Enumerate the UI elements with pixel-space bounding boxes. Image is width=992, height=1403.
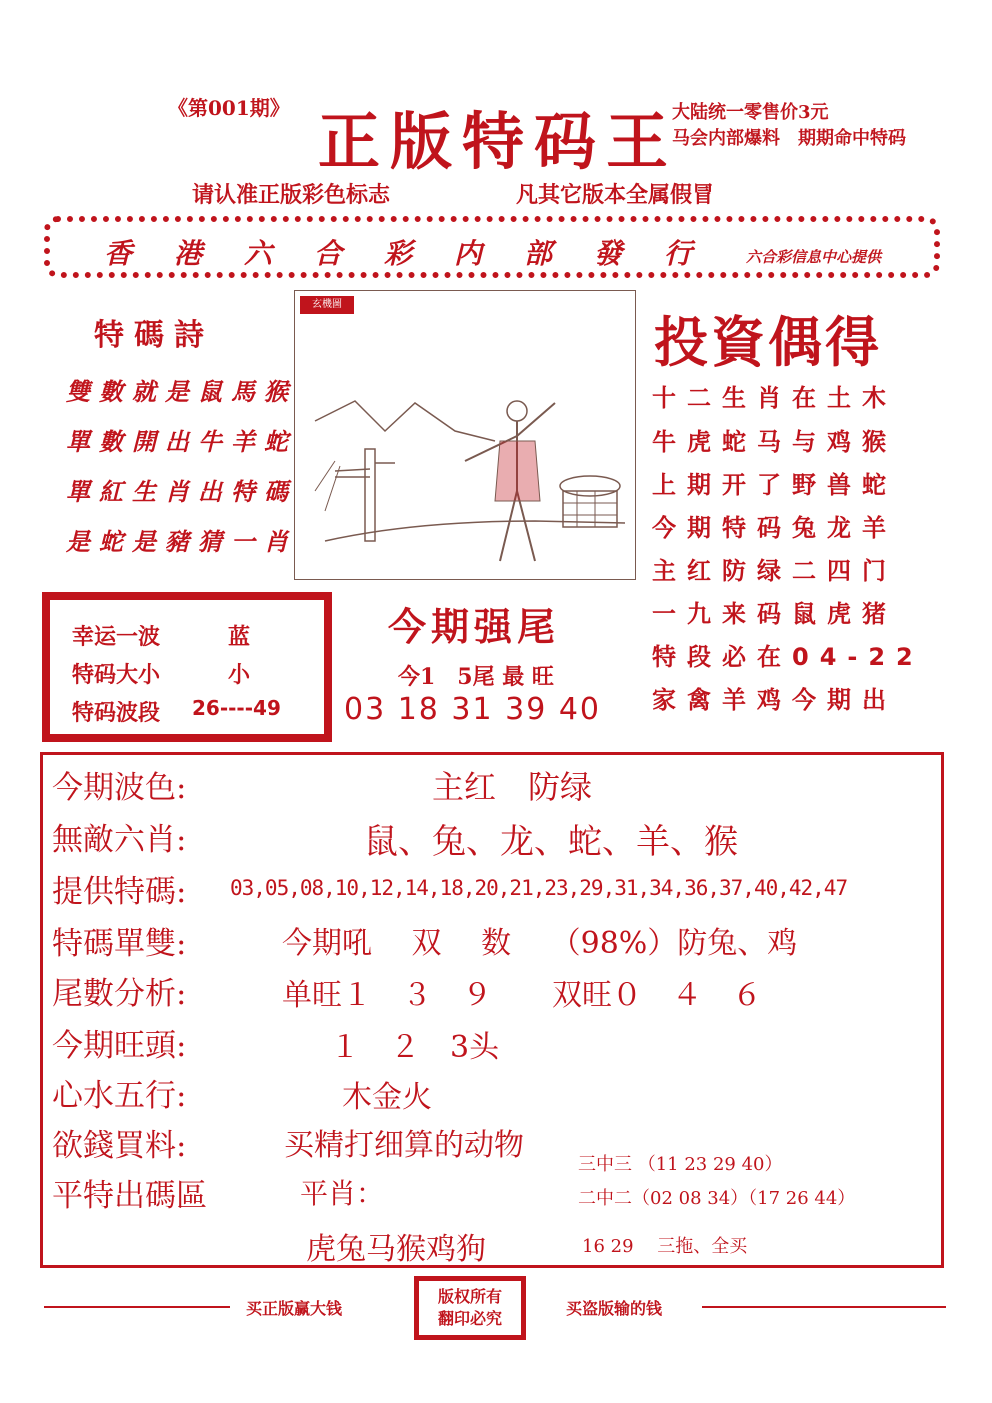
- copyright-stamp: [414, 1276, 526, 1340]
- lucky-label: 特码大小: [72, 662, 161, 688]
- banner-provider: 六合彩信息中心提供: [746, 248, 882, 266]
- drag-bet: 16 29 三拖、全买: [582, 1236, 748, 1257]
- lucky-value: 小: [228, 662, 251, 688]
- riddle-illustration: [294, 290, 636, 580]
- invest-line: 特段必在04-22: [652, 643, 924, 671]
- two-hit-two: 二中二（02 08 34）（17 26 44）: [578, 1188, 856, 1209]
- tail-analysis-label: 尾數分析:: [52, 976, 187, 1012]
- farmer-illustration: [295, 291, 635, 579]
- wave-color-value: 主红 防绿: [432, 768, 593, 806]
- wave-color-label: 今期波色:: [52, 770, 187, 806]
- footer-rule-left: [44, 1306, 230, 1308]
- poem-line: 單紅生肖出特碼: [66, 477, 297, 506]
- invest-line: 牛虎蛇马与鸡猴: [652, 428, 897, 456]
- flat-zodiac-prefix: 平肖：: [300, 1177, 385, 1210]
- hot-head-label: 今期旺頭:: [52, 1028, 187, 1064]
- lucky-value: 蓝: [228, 624, 251, 650]
- buy-hint-value: 买精打细算的动物: [284, 1128, 524, 1163]
- authentic-notice: 请认准正版彩色标志: [192, 182, 391, 208]
- footer-rule-right: [702, 1306, 946, 1308]
- poem-title: 特碼詩: [94, 318, 214, 353]
- strong-tail-subtitle: 今1 5尾 最 旺: [398, 664, 554, 690]
- copyright-line: 版权所有: [437, 1287, 502, 1306]
- lucky-row: [72, 658, 160, 689]
- poem-line: 單數開出牛羊蛇: [66, 427, 297, 456]
- banner-title: 香港六合彩内部發行: [104, 237, 735, 270]
- invest-line: 今期特码兔龙羊: [652, 514, 897, 542]
- flat-zodiac-animals: 虎兔马猴鸡狗: [306, 1232, 486, 1267]
- invest-line: 一九来码鼠虎猪: [652, 600, 897, 628]
- invest-line: 主红防绿二四门: [652, 557, 897, 585]
- footer-slogan-right: 买盗版输的钱: [566, 1299, 663, 1318]
- lucky-row: [72, 620, 160, 651]
- page-title: 正版特码王: [318, 105, 679, 178]
- tail-analysis-value: 单旺１ ３ ９ 双旺０ ４ ６: [282, 978, 762, 1013]
- hot-head-value: １ ２ 3头: [330, 1030, 500, 1065]
- buy-hint-label: 欲錢買料:: [52, 1128, 187, 1164]
- invest-line: 家禽羊鸡今期出: [652, 686, 897, 714]
- five-elements-label: 心水五行:: [52, 1078, 187, 1114]
- flat-zone-label: 平特出碼區: [52, 1178, 207, 1214]
- strong-tail-title: 今期强尾: [388, 604, 561, 649]
- special-code-value: 03,05,08,10,12,14,18,20,21,23,29,31,34,36,37,40,42,47: [230, 876, 848, 900]
- three-hit-three: 三中三 （11 23 29 40）: [578, 1154, 783, 1175]
- lucky-label: 幸运一波: [72, 624, 161, 650]
- invest-line: 上期开了野兽蛇: [652, 471, 897, 499]
- five-elements-value: 木金火: [342, 1080, 432, 1115]
- inside-info-text: 马会内部爆料 期期命中特码: [672, 128, 906, 149]
- odd-even-label: 特碼單雙:: [52, 926, 187, 962]
- counterfeit-notice: 凡其它版本全属假冒: [516, 182, 715, 208]
- six-zodiac-value: 鼠、兔、龙、蛇、羊、猴: [364, 822, 738, 862]
- picture-seal: 玄機圖: [300, 296, 354, 314]
- invest-title: 投資偶得: [654, 310, 882, 374]
- odd-even-value: 今期吼 双 数 （98%）防兔、鸡: [282, 926, 798, 961]
- strong-tail-numbers: 03 18 31 39 40: [344, 692, 602, 727]
- copyright-line: 翻印必究: [437, 1309, 502, 1328]
- lucky-value: 26----49: [192, 696, 281, 720]
- special-code-label: 提供特碼:: [52, 874, 187, 910]
- lucky-row: [72, 696, 160, 727]
- footer-slogan-left: 买正版赢大钱: [246, 1299, 343, 1318]
- issue-number: 《第001期》: [168, 96, 290, 120]
- lucky-label: 特码波段: [72, 700, 161, 726]
- price-text: 大陆统一零售价3元: [672, 102, 829, 123]
- invest-line: 十二生肖在土木: [652, 384, 897, 412]
- poem-line: 是蛇是豬猜一肖: [66, 527, 297, 556]
- six-zodiac-label: 無敵六肖:: [52, 822, 187, 858]
- poem-line: 雙數就是鼠馬猴: [66, 377, 297, 406]
